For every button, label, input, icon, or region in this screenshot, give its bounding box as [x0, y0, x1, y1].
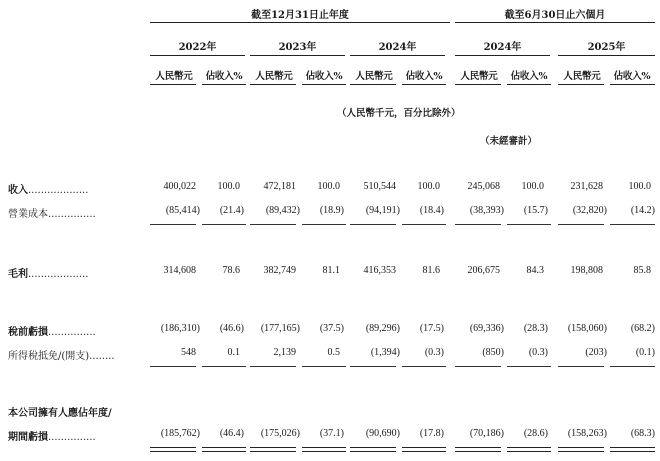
group-rule-annual	[150, 22, 450, 23]
cell-value: (89,432)	[265, 205, 300, 216]
col-rule	[610, 84, 655, 85]
cell-value: 314,608	[163, 265, 196, 276]
year-rule	[150, 55, 245, 56]
cell-value: (89,296)	[365, 323, 400, 334]
cell-value: (32,820)	[572, 205, 607, 216]
cell-value: 400,022	[163, 181, 196, 192]
cell-pct: 0.5	[327, 347, 340, 358]
cell-value: (158,263)	[567, 428, 607, 439]
row-label-revenue: 收入...................	[8, 185, 89, 196]
subtotal-rule	[150, 366, 196, 367]
subtotal-rule	[302, 224, 346, 225]
subtotal-rule	[150, 224, 196, 225]
col-rule	[302, 84, 346, 85]
cell-value: (90,690)	[365, 428, 400, 439]
cell-value: 198,808	[570, 265, 603, 276]
cell-value: (185,762)	[160, 428, 200, 439]
col-rule	[250, 84, 296, 85]
col-rule	[350, 84, 396, 85]
total-double-rule	[302, 447, 346, 452]
cell-pct: 85.8	[633, 265, 651, 276]
cell-value: (186,310)	[160, 323, 200, 334]
subtotal-rule	[250, 224, 296, 225]
cell-pct: 100.0	[417, 181, 440, 192]
cell-pct: 84.3	[526, 265, 544, 276]
col-rule	[507, 84, 551, 85]
subtotal-rule	[455, 366, 501, 367]
group-header-interim: 截至6月30日止六個月	[504, 10, 606, 21]
col-header-amount: 人民幣元	[355, 71, 393, 82]
cell-value: 416,353	[363, 265, 396, 276]
row-label-loss-attributable-line1: 本公司擁有人應佔年度/	[8, 408, 112, 419]
year-header-2025-h1: 2025年	[587, 42, 626, 53]
cell-pct: (68.3)	[630, 428, 655, 439]
row-label-income-tax: 所得稅抵免/(開支)........	[8, 351, 115, 362]
cell-value: 472,181	[263, 181, 296, 192]
col-header-amount: 人民幣元	[155, 71, 193, 82]
total-double-rule	[202, 447, 246, 452]
cell-pct: (21.4)	[219, 205, 244, 216]
cell-pct: (68.2)	[630, 323, 655, 334]
unaudited-note: （未經審計）	[480, 136, 538, 147]
cell-value: (1,394)	[370, 347, 400, 358]
cell-pct: (18.9)	[319, 205, 344, 216]
cell-value: (158,060)	[567, 323, 607, 334]
subtotal-rule	[507, 366, 551, 367]
cell-pct: (28.3)	[523, 323, 548, 334]
subtotal-rule	[350, 224, 396, 225]
subtotal-rule	[610, 224, 655, 225]
subtotal-rule	[302, 366, 346, 367]
row-label-loss-attributable-line2: 期間虧損...............	[8, 432, 96, 443]
cell-pct: (0.3)	[528, 347, 548, 358]
subtotal-rule	[402, 224, 446, 225]
cell-pct: 81.6	[422, 265, 440, 276]
total-double-rule	[507, 447, 551, 452]
col-header-pct: 佔收入%	[510, 71, 548, 82]
cell-pct: (14.2)	[630, 205, 655, 216]
col-rule	[558, 84, 604, 85]
col-header-pct: 佔收入%	[205, 71, 243, 82]
total-double-rule	[150, 447, 196, 452]
cell-pct: 100.0	[217, 181, 240, 192]
col-header-amount: 人民幣元	[255, 71, 293, 82]
cell-value: 231,628	[570, 181, 603, 192]
subtotal-rule	[202, 224, 246, 225]
cell-pct: (46.4)	[219, 428, 244, 439]
cell-value: 206,675	[467, 265, 500, 276]
col-header-pct: 佔收入%	[613, 71, 651, 82]
cell-pct: (18.4)	[419, 205, 444, 216]
subtotal-rule	[402, 366, 446, 367]
total-double-rule	[455, 447, 501, 452]
cell-pct: (15.7)	[523, 205, 548, 216]
group-rule-interim	[455, 22, 655, 23]
cell-pct: (28.6)	[523, 428, 548, 439]
row-label-gross-profit: 毛利...................	[8, 269, 89, 280]
col-header-amount: 人民幣元	[460, 71, 498, 82]
col-rule	[150, 84, 196, 85]
cell-value: 2,139	[273, 347, 296, 358]
cell-value: (94,191)	[365, 205, 400, 216]
cell-value: 245,068	[467, 181, 500, 192]
subtotal-rule	[350, 366, 396, 367]
cell-pct: (0.1)	[635, 347, 655, 358]
year-header-2024-h1: 2024年	[483, 42, 522, 53]
year-header-2023: 2023年	[278, 42, 317, 53]
subtotal-rule	[202, 366, 246, 367]
cell-pct: (0.3)	[424, 347, 444, 358]
cell-value: (203)	[585, 347, 607, 358]
subtotal-rule	[558, 224, 604, 225]
cell-value: (177,165)	[260, 323, 300, 334]
unit-note: （人民幣千元，百分比除外）	[337, 108, 461, 119]
subtotal-rule	[558, 366, 604, 367]
cell-pct: 100.0	[317, 181, 340, 192]
total-double-rule	[610, 447, 655, 452]
cell-pct: 100.0	[628, 181, 651, 192]
cell-value: (70,186)	[469, 428, 504, 439]
col-header-pct: 佔收入%	[305, 71, 343, 82]
cell-value: (850)	[482, 347, 504, 358]
subtotal-rule	[455, 224, 501, 225]
col-header-pct: 佔收入%	[405, 71, 443, 82]
cell-pct: (37.5)	[319, 323, 344, 334]
col-rule	[402, 84, 446, 85]
cell-pct: (46.6)	[219, 323, 244, 334]
cell-value: (175,026)	[260, 428, 300, 439]
cell-value: (38,393)	[469, 205, 504, 216]
year-header-2022: 2022年	[178, 42, 217, 53]
row-label-loss-before-tax: 稅前虧損...............	[8, 327, 96, 338]
col-header-amount: 人民幣元	[563, 71, 601, 82]
cell-pct: 0.1	[227, 347, 240, 358]
group-header-annual: 截至12月31日止年度	[251, 10, 349, 21]
col-rule	[455, 84, 501, 85]
year-rule	[250, 55, 345, 56]
cell-pct: (17.5)	[419, 323, 444, 334]
row-label-cost-of-sales: 營業成本...............	[8, 209, 96, 220]
cell-pct: 78.6	[222, 265, 240, 276]
cell-value: (69,336)	[469, 323, 504, 334]
cell-value: 548	[181, 347, 196, 358]
col-rule	[202, 84, 246, 85]
cell-value: (85,414)	[165, 205, 200, 216]
cell-pct: (17.8)	[419, 428, 444, 439]
year-header-2024: 2024年	[378, 42, 417, 53]
cell-value: 382,749	[263, 265, 296, 276]
subtotal-rule	[250, 366, 296, 367]
year-rule	[455, 55, 550, 56]
total-double-rule	[558, 447, 604, 452]
subtotal-rule	[507, 224, 551, 225]
cell-value: 510,544	[363, 181, 396, 192]
cell-pct: 100.0	[521, 181, 544, 192]
subtotal-rule	[610, 366, 655, 367]
total-double-rule	[250, 447, 296, 452]
year-rule	[350, 55, 445, 56]
cell-pct: (37.1)	[319, 428, 344, 439]
total-double-rule	[350, 447, 396, 452]
year-rule	[558, 55, 655, 56]
total-double-rule	[402, 447, 446, 452]
cell-pct: 81.1	[322, 265, 340, 276]
